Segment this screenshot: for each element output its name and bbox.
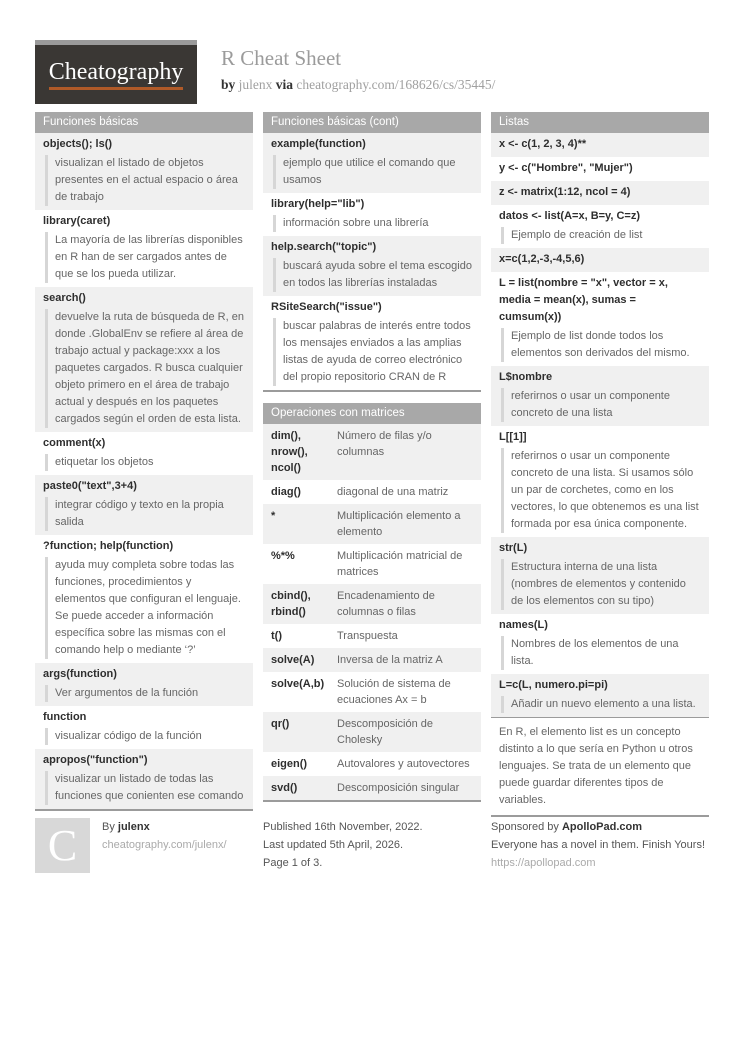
list-item [35, 663, 253, 706]
command-text: names(L) [499, 619, 548, 631]
table-row [263, 480, 481, 504]
table-key: t() [271, 630, 282, 642]
command-description: visualizar código de la función [45, 728, 245, 745]
table-row [263, 712, 481, 752]
page-footer [35, 818, 709, 873]
footer-author-link[interactable]: julenx [117, 821, 150, 833]
table-key: solve(A,b) [271, 678, 325, 690]
footer-meta-block [263, 818, 481, 873]
command-text: comment(x) [43, 437, 106, 449]
table-value: Descomposición singular [337, 782, 460, 794]
command-description: información sobre una librería [273, 215, 473, 232]
list-item [491, 157, 709, 181]
table-key: eigen() [271, 758, 308, 770]
section-title: Operaciones con matrices [263, 403, 481, 424]
table-value: diagonal de una matriz [337, 486, 449, 498]
via-label: via [275, 77, 294, 92]
table-key: * [271, 510, 276, 522]
list-item [263, 296, 481, 390]
byline [221, 77, 495, 93]
command-text: help.search("topic") [271, 241, 377, 253]
column-3 [491, 112, 709, 828]
command-text: L[[1]] [499, 431, 527, 443]
list-item [35, 432, 253, 475]
list-item [35, 706, 253, 749]
sheet-url-link[interactable]: cheatography.com/168626/cs/35445/ [296, 77, 496, 92]
command-text: search() [43, 292, 86, 304]
list-item [35, 210, 253, 287]
table-value: Multiplicación elemento a elemento [337, 510, 461, 538]
command-description: ayuda muy completa sobre todas las funciones, procedimientos y elementos que configuran el lenguaje. Se puede acceder a información específica sobre las mismas con el comando help o mediante ‘?’ [45, 557, 245, 659]
command-description: Nombres de los elementos de una lista. [501, 636, 701, 670]
command-text: L=c(L, numero.pi=pi) [499, 679, 608, 691]
command-text: z <- matrix(1:12, ncol = 4) [499, 186, 631, 198]
command-text: library(caret) [43, 215, 111, 227]
page-title: R Cheat Sheet [221, 46, 342, 70]
list-item [491, 181, 709, 205]
command-description: devuelve la ruta de búsqueda de R, en donde .GlobalEnv se refiere al área de trabajo actual y package:xxx a los paquetes cargados. R busca cualquier objeto primero en el área de trabajo actual y después en los paquetes cargados según el orden de esta lista. [45, 309, 245, 428]
command-description: La mayoría de las librerías disponibles en R han de ser cargados antes de que se los pueda utilizar. [45, 232, 245, 283]
list-item [491, 537, 709, 614]
table-row [263, 424, 481, 480]
section[interactable] [263, 403, 481, 802]
command-description: etiquetar los objetos [45, 454, 245, 471]
sheet-body [35, 112, 709, 828]
section-title: Listas [491, 112, 709, 133]
table-key: dim(), nrow(), ncol() [271, 430, 308, 474]
cheatography-logo[interactable] [35, 40, 197, 104]
command-text: datos <- list(A=x, B=y, C=z) [499, 210, 641, 222]
command-description: Ejemplo de list donde todos los elementos son derivados del mismo. [501, 328, 701, 362]
table-row [263, 544, 481, 584]
column-1 [35, 112, 253, 828]
updated-date: Last updated 5th April, 2026. [263, 839, 404, 851]
table-key: %*% [271, 550, 295, 562]
table-row [263, 776, 481, 800]
table-row [263, 672, 481, 712]
command-text: str(L) [499, 542, 528, 554]
sponsor-tagline: Everyone has a novel in them. Finish Yours! [491, 839, 706, 851]
command-text: L$nombre [499, 371, 553, 383]
command-text: library(help="lib") [271, 198, 365, 210]
command-description: visualizan el listado de objetos presentes en el actual espacio o área de trabajo [45, 155, 245, 206]
sponsor-label: Sponsored by [491, 821, 559, 833]
table-key: cbind(), rbind() [271, 590, 311, 618]
command-text: y <- c("Hombre", "Mujer") [499, 162, 633, 174]
page-number: Page 1 of 3. [263, 857, 323, 869]
command-text: objects(); ls() [43, 138, 113, 150]
list-item [263, 236, 481, 296]
footer-sponsor-block [491, 818, 709, 873]
command-description: ejemplo que utilice el comando que usamos [273, 155, 473, 189]
by-label: by [221, 77, 236, 92]
list-item [35, 133, 253, 210]
sponsor-url-link[interactable]: https://apollopad.com [491, 857, 596, 869]
list-item [35, 535, 253, 663]
command-description: Ver argumentos de la función [45, 685, 245, 702]
list-item [35, 287, 253, 432]
list-item [491, 133, 709, 157]
table-value: Descomposición de Cholesky [337, 718, 433, 746]
section-title: Funciones básicas [35, 112, 253, 133]
section[interactable] [35, 112, 253, 811]
table-key: qr() [271, 718, 290, 730]
command-text: x <- c(1, 2, 3, 4)** [499, 138, 587, 150]
table-row [263, 752, 481, 776]
table-row [263, 648, 481, 672]
table-value: Transpuesta [337, 630, 398, 642]
author-link[interactable]: julenx [238, 77, 273, 92]
list-item [491, 614, 709, 674]
command-description: buscará ayuda sobre el tema escogido en todos las librerías instaladas [273, 258, 473, 292]
table-value: Número de filas y/o columnas [337, 430, 432, 458]
command-description: Añadir un nuevo elemento a una lista. [501, 696, 701, 713]
list-item [491, 674, 709, 717]
section-note: En R, el elemento list es un concepto distinto a lo que sería en Python u otros lenguajes. Se trata de un elemento que puede guardar diferentes tipos de variables. [491, 717, 709, 815]
table-row [263, 584, 481, 624]
table-key: diag() [271, 486, 301, 498]
command-text: ?function; help(function) [43, 540, 174, 552]
list-item [263, 133, 481, 193]
column-2 [263, 112, 481, 828]
command-description: buscar palabras de interés entre todos los mensajes enviados a las amplias listas de ayuda de correo electrónico del propio repositorio CRAN de R [273, 318, 473, 386]
command-text: function [43, 711, 87, 723]
table-value: Inversa de la matriz A [337, 654, 443, 666]
page-header [35, 40, 709, 104]
logo-text: Cheatography [49, 59, 184, 89]
command-text: RSiteSearch("issue") [271, 301, 382, 313]
list-item [263, 193, 481, 236]
command-text: apropos("function") [43, 754, 148, 766]
section-title: Funciones básicas (cont) [263, 112, 481, 133]
command-description: referirnos o usar un componente concreto de una lista. Si usamos sólo un par de corchetes, como en los vectores, lo que obtenemos es una list formada por esa única componente. [501, 448, 701, 533]
command-text: args(function) [43, 668, 117, 680]
list-item [491, 426, 709, 537]
list-item [491, 366, 709, 426]
author-avatar[interactable] [35, 818, 90, 873]
command-text: paste0("text",3+4) [43, 480, 137, 492]
table-row [263, 504, 481, 544]
table-key: solve(A) [271, 654, 315, 666]
title-block [221, 40, 495, 104]
table-value: Autovalores y autovectores [337, 758, 470, 770]
command-description: visualizar un listado de todas las funciones que conienten ese comando [45, 771, 245, 805]
command-description: referirnos o usar un componente concreto de una lista [501, 388, 701, 422]
command-description: integrar código y texto en la propia salida [45, 497, 245, 531]
list-item [491, 248, 709, 272]
list-item [491, 205, 709, 248]
footer-author-text [102, 818, 227, 873]
table-value: Encadenamiento de columnas o filas [337, 590, 435, 618]
list-item [491, 272, 709, 366]
table-value: Solución de sistema de ecuaciones Ax = b [337, 678, 451, 706]
command-text: L = list(nombre = "x", vector = x, media = mean(x), sumas = cumsum(x)) [499, 277, 668, 323]
footer-author-block [35, 818, 253, 873]
command-text: example(function) [271, 138, 366, 150]
footer-by-label: By [102, 821, 115, 833]
section[interactable] [263, 112, 481, 392]
table-row [263, 624, 481, 648]
command-text: x=c(1,2,-3,-4,5,6) [499, 253, 585, 265]
avatar-letter: C [47, 820, 78, 870]
section[interactable] [491, 112, 709, 817]
sponsor-name-link[interactable]: ApolloPad.com [561, 821, 643, 833]
list-item [35, 749, 253, 809]
table-key: svd() [271, 782, 298, 794]
command-description: Estructura interna de una lista (nombres de elementos y contenido de los elementos con su tipo) [501, 559, 701, 610]
table-value: Multiplicación matricial de matrices [337, 550, 463, 578]
published-date: Published 16th November, 2022. [263, 821, 423, 833]
footer-profile-link[interactable]: cheatography.com/julenx/ [102, 839, 227, 851]
command-description: Ejemplo de creación de list [501, 227, 701, 244]
list-item [35, 475, 253, 535]
